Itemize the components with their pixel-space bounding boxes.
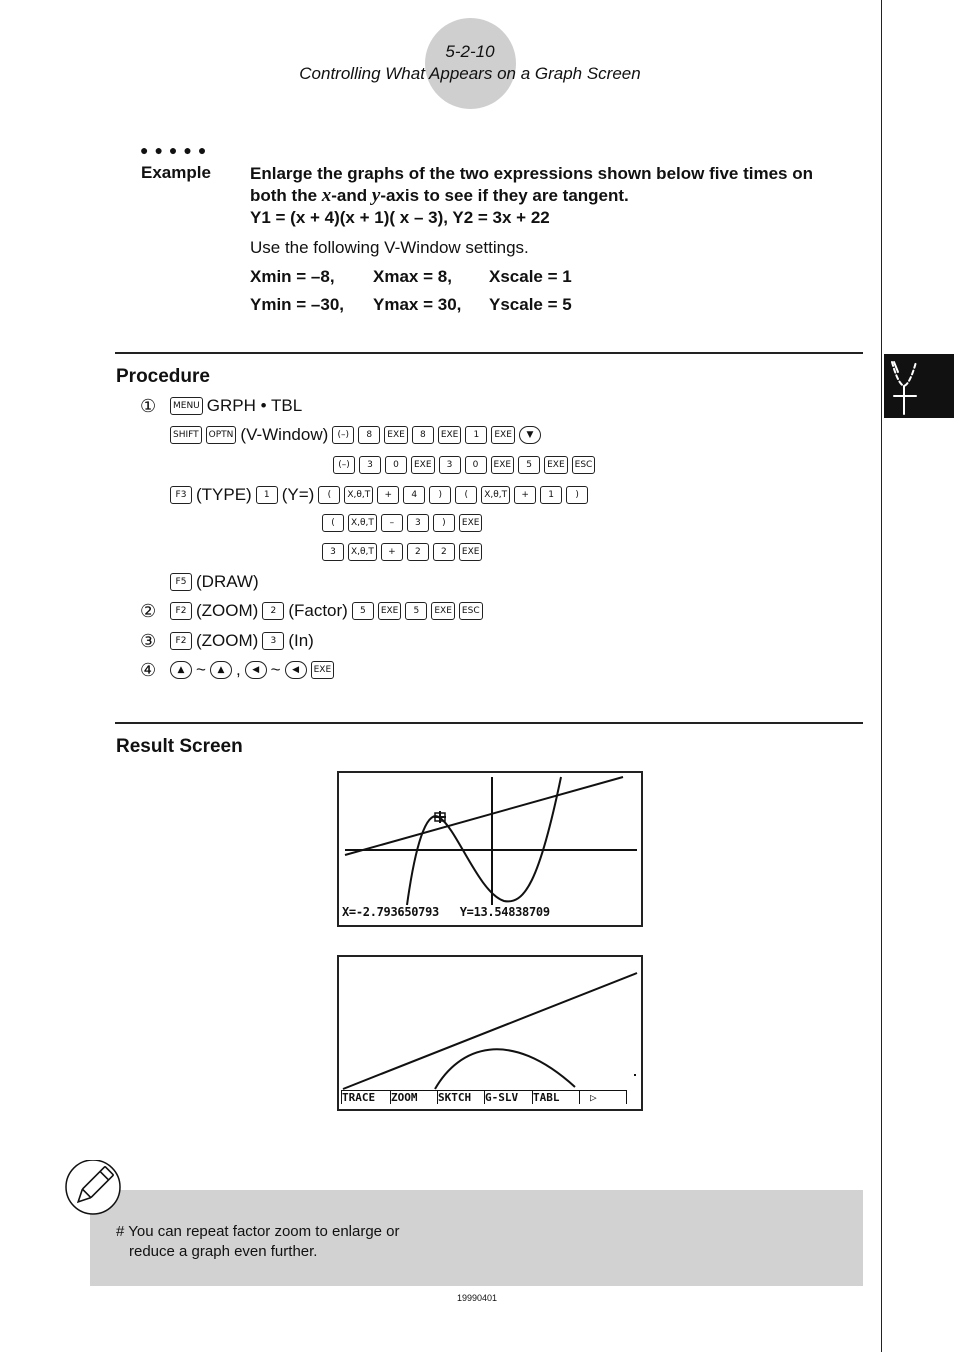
line-graph-y2 [345, 777, 623, 855]
example-description [250, 163, 860, 207]
up-arrow-key: ▲ [210, 661, 232, 679]
key-0: 0 [385, 456, 407, 474]
note-text [116, 1222, 400, 1262]
key-line [322, 543, 482, 561]
exe-key: EXE [384, 426, 408, 444]
section-divider [115, 722, 863, 724]
key-line [170, 572, 259, 592]
comma: , [235, 660, 241, 679]
left-arrow-key: ◀ [245, 661, 267, 679]
esc-key: ESC [572, 456, 596, 474]
label: (TYPE) [196, 485, 252, 504]
key-4: 4 [403, 486, 425, 504]
key-line [322, 514, 482, 532]
text: both the [250, 186, 322, 205]
x-variable: x [321, 185, 332, 206]
label: GRPH • TBL [206, 396, 303, 415]
shift-key: SHIFT [170, 426, 202, 444]
menu-gslv[interactable]: G-SLV [484, 1090, 532, 1104]
label: (ZOOM) [196, 631, 259, 650]
variable-key: X,θ,T [344, 486, 373, 504]
label: (V-Window) [240, 425, 329, 444]
xmin-setting: Xmin = –8, [250, 267, 335, 286]
down-arrow-key: ▼ [519, 426, 541, 444]
key-line [170, 660, 334, 680]
xmax-setting: Xmax = 8, [373, 267, 452, 286]
up-arrow-key: ▲ [170, 661, 192, 679]
exe-key: EXE [491, 456, 515, 474]
text: -axis to see if they are tangent. [380, 186, 629, 205]
page-title: Controlling What Appears on a Graph Screen [299, 64, 641, 83]
exe-key: EXE [378, 602, 402, 620]
pencil-icon [64, 1160, 122, 1221]
result-screen-2 [337, 955, 643, 1111]
example-label: Example [141, 163, 211, 182]
key-2: 2 [433, 543, 455, 561]
yscale-setting: Yscale = 5 [489, 295, 572, 314]
right-paren-key: ) [566, 486, 588, 504]
example-line-1: Enlarge the graphs of the two expressions shown below five times on [250, 164, 813, 183]
section-divider [115, 352, 863, 354]
key-3: 3 [322, 543, 344, 561]
key-line [170, 396, 302, 416]
menu-sketch[interactable]: SKTCH [437, 1090, 484, 1104]
trace-cursor [434, 811, 446, 823]
step-number: ② [140, 601, 157, 621]
graph-plot-2 [339, 957, 641, 1109]
key-1: 1 [256, 486, 278, 504]
procedure-heading: Procedure [116, 366, 210, 387]
menu-zoom[interactable]: ZOOM [390, 1090, 437, 1104]
key-line [170, 485, 588, 505]
f5-key: F5 [170, 573, 192, 591]
plus-key: + [514, 486, 536, 504]
vwindow-instruction: Use the following V-Window settings. [250, 238, 529, 257]
negative-key: (–) [333, 456, 355, 474]
variable-key: X,θ,T [348, 514, 377, 532]
menu-key: MENU [170, 397, 203, 415]
key-8: 8 [412, 426, 434, 444]
key-5: 5 [352, 602, 374, 620]
menu-trace[interactable]: TRACE [341, 1090, 390, 1104]
result-screen-1 [337, 771, 643, 927]
ymin-setting: Ymin = –30, [250, 295, 345, 314]
key-3: 3 [439, 456, 461, 474]
key-line [333, 456, 595, 474]
left-arrow-key: ◀ [285, 661, 307, 679]
cubic-graph-y1 [435, 1049, 575, 1089]
variable-key: X,θ,T [348, 543, 377, 561]
exe-key: EXE [491, 426, 515, 444]
key-line [170, 425, 541, 445]
f2-key: F2 [170, 602, 192, 620]
label: (DRAW) [196, 572, 259, 591]
y-variable: y [371, 185, 381, 206]
right-paren-key: ) [429, 486, 451, 504]
chapter-tab [884, 354, 954, 418]
label: (In) [288, 631, 314, 650]
key-3: 3 [407, 514, 429, 532]
menu-next[interactable]: ▷ [579, 1090, 627, 1104]
left-paren-key: ( [455, 486, 477, 504]
label: (Y=) [281, 485, 315, 504]
exe-key: EXE [459, 514, 483, 532]
key-2: 2 [407, 543, 429, 561]
step-number: ③ [140, 631, 157, 651]
footer-code: 19990401 [456, 1293, 498, 1303]
exe-key: EXE [544, 456, 568, 474]
exe-key: EXE [411, 456, 435, 474]
key-5: 5 [405, 602, 427, 620]
function-menu [341, 1090, 627, 1104]
exe-key: EXE [311, 661, 335, 679]
tilde: ~ [196, 660, 206, 679]
cubic-graph-y1 [407, 777, 561, 905]
label: (Factor) [288, 601, 348, 620]
menu-table[interactable]: TABL [532, 1090, 579, 1104]
step-number: ① [140, 396, 157, 416]
xscale-setting: Xscale = 1 [489, 267, 572, 286]
optn-key: OPTN [206, 426, 237, 444]
plus-key: + [377, 486, 399, 504]
f3-key: F3 [170, 486, 192, 504]
graph-plot-1 [339, 773, 641, 925]
note-line-2: reduce a graph even further. [129, 1243, 318, 1260]
negative-key: (–) [332, 426, 354, 444]
page-margin-line [881, 0, 882, 1352]
minus-key: – [381, 514, 403, 532]
key-line [170, 601, 483, 621]
key-5: 5 [518, 456, 540, 474]
coordinate-readout: X=-2.793650793 Y=13.54838709 [342, 905, 550, 919]
ymax-setting: Ymax = 30, [373, 295, 462, 314]
key-3: 3 [359, 456, 381, 474]
exe-key: EXE [431, 602, 455, 620]
key-0: 0 [465, 456, 487, 474]
right-paren-key: ) [433, 514, 455, 532]
label: (ZOOM) [196, 601, 259, 620]
equation: Y1 = (x + 4)(x + 1)( x – 3), Y2 = 3x + 22 [250, 208, 550, 227]
key-2: 2 [262, 602, 284, 620]
key-3: 3 [262, 632, 284, 650]
key-1: 1 [465, 426, 487, 444]
example-line-2 [250, 185, 860, 207]
graph-chapter-icon [884, 354, 954, 418]
pixel-dot [634, 1074, 636, 1076]
left-paren-key: ( [322, 514, 344, 532]
line-graph-y2 [343, 973, 637, 1089]
key-1: 1 [540, 486, 562, 504]
esc-key: ESC [459, 602, 483, 620]
step-number: ④ [140, 660, 157, 680]
left-paren-key: ( [318, 486, 340, 504]
tilde: ~ [270, 660, 281, 679]
key-line [170, 631, 314, 651]
variable-key: X,θ,T [481, 486, 510, 504]
result-heading: Result Screen [116, 736, 243, 757]
text: -and [331, 186, 372, 205]
page-number: 5-2-10 [445, 42, 495, 61]
f2-key: F2 [170, 632, 192, 650]
exe-key: EXE [438, 426, 462, 444]
note-line-1: # You can repeat factor zoom to enlarge or [116, 1223, 400, 1240]
example-dots: ●●●●● [140, 142, 213, 158]
key-8: 8 [358, 426, 380, 444]
plus-key: + [381, 543, 403, 561]
exe-key: EXE [459, 543, 483, 561]
